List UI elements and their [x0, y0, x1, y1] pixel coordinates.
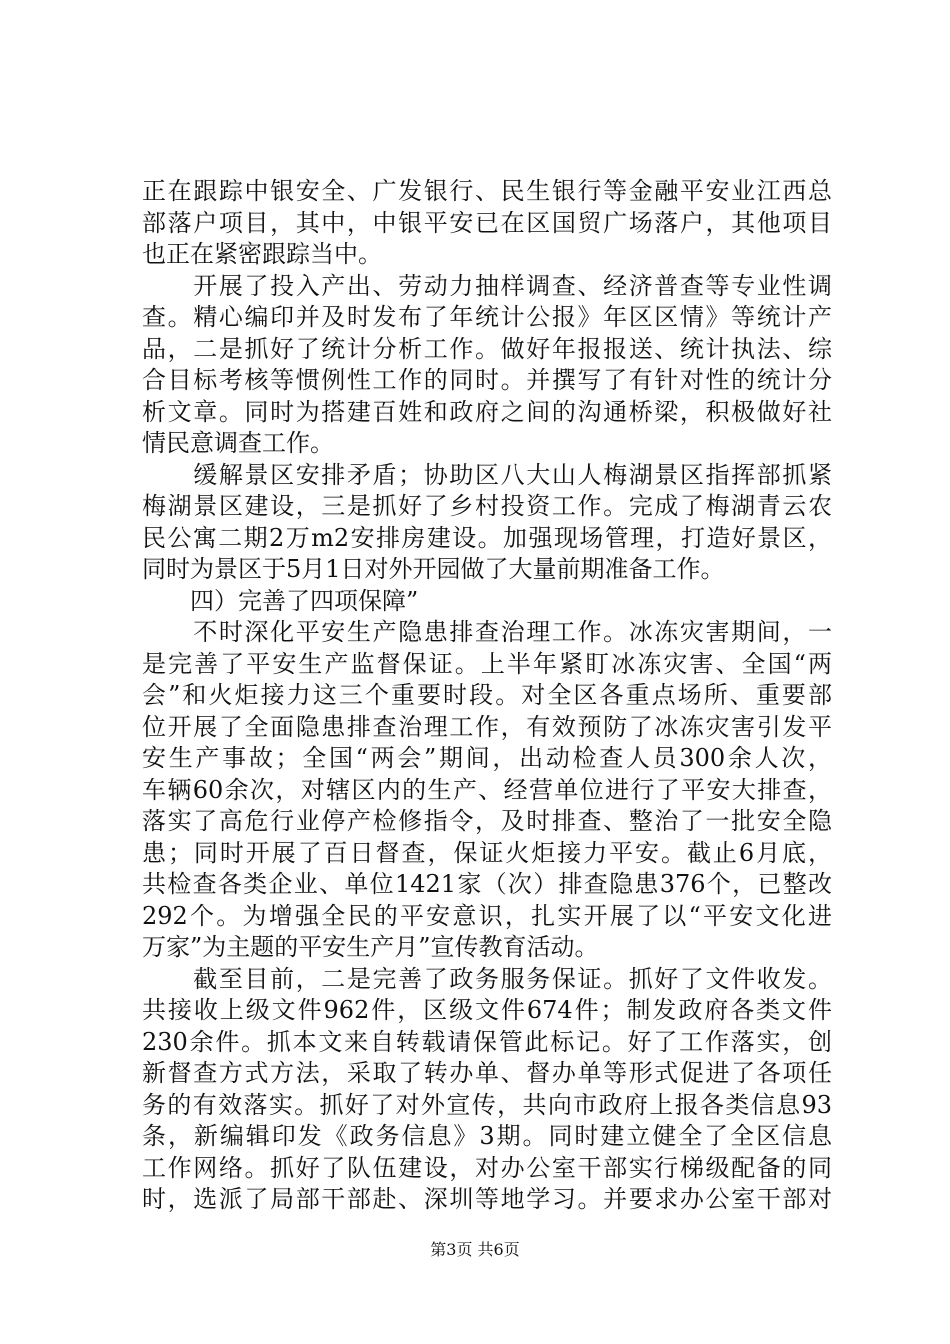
text-line: 开展了投入产出、劳动力抽样调查、经济普查等专业性调 [142, 271, 832, 300]
text-line: 是完善了平安生产监督保证。上半年紧盯冰冻灾害、全国“两 [142, 649, 832, 678]
text-line: 会”和火炬接力这三个重要时段。对全区各重点场所、重要部 [142, 681, 832, 709]
text-line: 民公寓二期2万m2安排房建设。加强现场管理，打造好景区， [142, 523, 832, 552]
text-line: 也正在紧密跟踪当中。 [142, 240, 382, 268]
page-footer: 第3页 共6页 [430, 1240, 520, 1259]
text-line: 同时为景区于5月1日对外开园做了大量前期准备工作。 [142, 555, 725, 583]
text-line: 缓解景区安排矛盾；协助区八大山人梅湖景区指挥部抓紧 [142, 460, 832, 489]
text-line: 位开展了全面隐患排查治理工作，有效预防了冰冻灾害引发平 [142, 712, 832, 741]
text-line: 截至目前，二是完善了政务服务保证。抓好了文件收发。 [142, 964, 832, 993]
text-line: 品，二是抓好了统计分析工作。做好年报报送、统计执法、综 [142, 334, 832, 363]
text-line: 梅湖景区建设，三是抓好了乡村投资工作。完成了梅湖青云农 [142, 492, 832, 520]
body-text [142, 176, 832, 1216]
text-line: 务的有效落实。抓好了对外宣传，共向市政府上报各类信息93 [142, 1090, 832, 1119]
text-line: 析文章。同时为搭建百姓和政府之间的沟通桥梁，积极做好社 [142, 397, 832, 426]
text-line: 工作网络。抓好了队伍建设，对办公室干部实行梯级配备的同 [142, 1153, 832, 1182]
text-line: 安生产事故；全国“两会”期间，出动检查人员300余人次， [142, 744, 832, 772]
text-line: 新督查方式方法，采取了转办单、督办单等形式促进了各项任 [142, 1059, 832, 1087]
text-line: 四）完善了四项保障” [142, 586, 419, 615]
text-line: 条，新编辑印发《政务信息》3期。同时建立健全了全区信息 [142, 1122, 832, 1150]
text-line: 患；同时开展了百日督查，保证火炬接力平安。截止6月底， [142, 838, 832, 867]
text-line: 共接收上级文件962件，区级文件674件；制发政府各类文件 [142, 996, 832, 1024]
text-line: 万家”为主题的平安生产月”宣传教育活动。 [142, 933, 599, 961]
text-line: 查。精心编印并及时发布了年统计公报》年区区情》等统计产 [142, 303, 832, 331]
text-line: 落实了高危行业停产检修指令，及时排查、整治了一批安全隐 [142, 807, 832, 835]
text-line: 时，选派了局部干部赴、深圳等地学习。并要求办公室干部对 [142, 1185, 832, 1213]
text-line: 正在跟踪中银安全、广发银行、民生银行等金融平安业江西总 [142, 177, 832, 205]
text-line: 230余件。抓本文来自转载请保管此标记。好了工作落实，创 [142, 1027, 832, 1056]
text-line: 292个。为增强全民的平安意识，扎实开展了以“平安文化进 [142, 901, 832, 930]
text-line: 情民意调查工作。 [142, 429, 334, 457]
text-line: 车辆60余次，对辖区内的生产、经营单位进行了平安大排查， [142, 775, 832, 804]
text-line: 共检查各类企业、单位1421家（次）排查隐患376个，已整改 [142, 870, 832, 898]
text-line: 部落户项目，其中，中银平安已在区国贸广场落户，其他项目 [142, 208, 832, 237]
text-line: 不时深化平安生产隐患排查治理工作。冰冻灾害期间，一 [142, 618, 832, 646]
text-line: 合目标考核等惯例性工作的同时。并撰写了有针对性的统计分 [142, 366, 832, 394]
